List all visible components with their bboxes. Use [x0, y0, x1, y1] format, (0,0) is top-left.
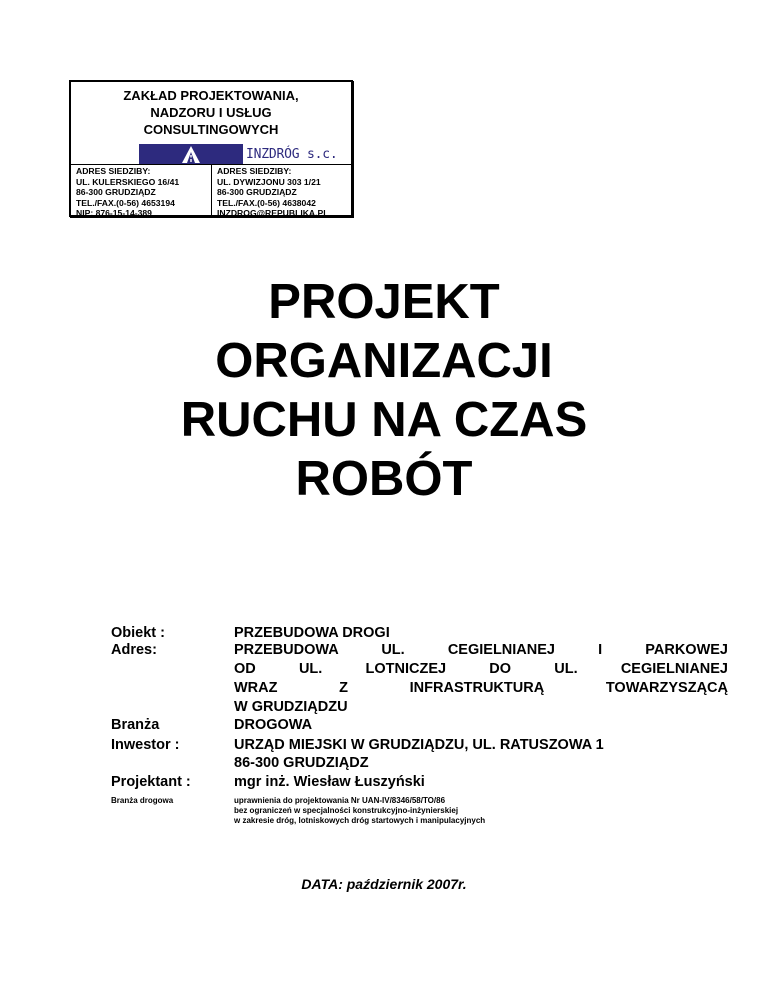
- company-name-line: NADZORU I USŁUG: [150, 105, 272, 120]
- address-divider-vertical: [211, 164, 212, 217]
- label-branza: Branża: [111, 717, 160, 733]
- value-adres-line: OD UL. LOTNICZEJ DO UL. CEGIELNIANEJ: [234, 661, 728, 677]
- value-uprawnienia-line: w zakresie dróg, lotniskowych dróg startowych i manipulacyjnych: [234, 816, 486, 825]
- road-logo-icon: [139, 144, 243, 164]
- value-obiekt: PRZEBUDOWA DROGI: [234, 625, 390, 641]
- value-uprawnienia-line: uprawnienia do projektowania Nr UAN-IV/8346/58/TO/86: [234, 796, 446, 805]
- logo-text: INZDRÓG s.c.: [246, 146, 338, 162]
- address-line: TEL./FAX.(0-56) 4653194: [76, 197, 175, 208]
- company-header-box: [69, 80, 353, 217]
- value-inwestor-line: URZĄD MIEJSKI W GRUDZIĄDZU, UL. RATUSZOWA 1: [234, 737, 604, 753]
- address-line: INZDROG@REPUBLIKA.PL: [217, 208, 329, 219]
- company-name-line: CONSULTINGOWYCH: [143, 122, 279, 137]
- label-projektant: Projektant :: [111, 774, 191, 790]
- value-branza: DROGOWA: [234, 717, 313, 733]
- value-adres-line: PRZEBUDOWA UL. CEGIELNIANEJ I PARKOWEJ: [234, 642, 728, 658]
- address-line: ADRES SIEDZIBY:: [217, 166, 292, 176]
- company-name: [71, 87, 351, 138]
- title-line: RUCHU NA CZAS: [180, 393, 588, 447]
- label-branza-drogowa: Branża drogowa: [111, 796, 174, 805]
- address-line: NIP: 876-15-14-389: [76, 208, 152, 219]
- label-adres: Adres:: [111, 642, 157, 658]
- company-logo: [139, 143, 338, 165]
- address-line: UL. KULERSKIEGO 16/41: [76, 176, 180, 187]
- value-adres-line: WRAZ Z INFRASTRUKTURĄ TOWARZYSZĄCĄ: [234, 680, 728, 696]
- document-title: [0, 273, 768, 509]
- address-right: [217, 166, 329, 219]
- address-line: 86-300 GRUDZIĄDZ: [217, 187, 297, 198]
- address-line: 86-300 GRUDZIĄDZ: [76, 187, 156, 198]
- value-uprawnienia-line: bez ograniczeń w specjalności konstrukcyjno-inżynierskiej: [234, 806, 459, 815]
- title-line: ROBÓT: [295, 452, 473, 506]
- value-projektant: mgr inż. Wiesław Łuszyński: [234, 774, 425, 790]
- address-line: UL. DYWIZJONU 303 1/21: [217, 176, 321, 187]
- address-left: [76, 166, 179, 219]
- address-line: TEL./FAX.(0-56) 4638042: [217, 197, 316, 208]
- title-line: ORGANIZACJI: [215, 334, 553, 388]
- company-name-line: ZAKŁAD PROJEKTOWANIA,: [123, 88, 299, 103]
- document-date: DATA: październik 2007r.: [301, 876, 467, 892]
- value-adres-line: W GRUDZIĄDZU: [234, 699, 348, 715]
- value-inwestor-line: 86-300 GRUDZIĄDZ: [234, 755, 369, 771]
- label-inwestor: Inwestor :: [111, 737, 180, 753]
- address-line: ADRES SIEDZIBY:: [76, 166, 151, 176]
- title-line: PROJEKT: [268, 275, 500, 329]
- label-obiekt: Obiekt :: [111, 625, 165, 641]
